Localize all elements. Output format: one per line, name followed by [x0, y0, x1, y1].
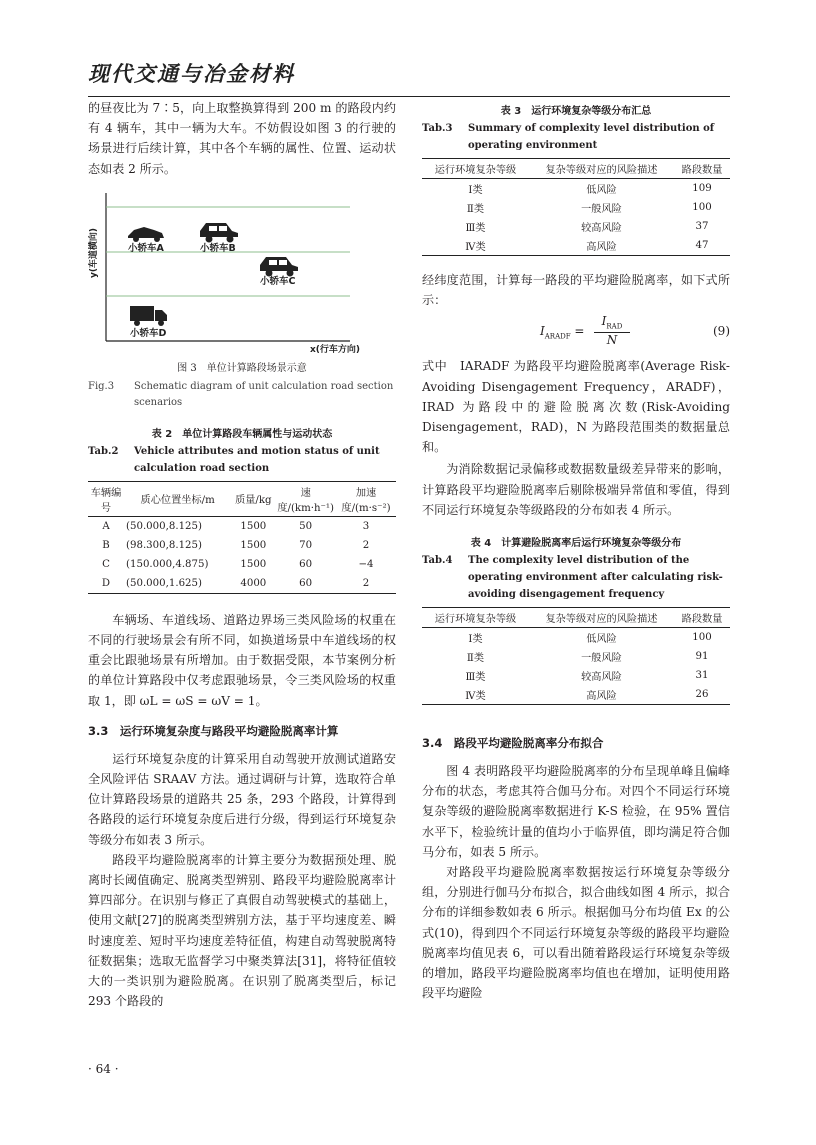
table-cell: 100 [692, 632, 712, 644]
section-3-3-heading: 3.3 运行环境复杂度与路段平均避险脱离率计算 [88, 723, 339, 738]
x-axis-label: x(行车方向) [310, 344, 361, 353]
table-row [422, 628, 730, 648]
table-cell: 37 [695, 221, 709, 232]
table-row [88, 536, 396, 555]
figure-3 [88, 193, 396, 353]
table-cell: (98.300,8.125) [126, 539, 202, 551]
table2-header-mass: 质量/kg [231, 481, 275, 516]
table-cell: 3 [362, 520, 370, 532]
left-paragraph-1: 的昼夜比为 7∶5，向上取整换算得到 200 m 的路段内约有 4 辆车，其中一辆为大车。不妨假设如图 3 的行驶的场景进行后续计算，其中各个车辆的属性、位置、运动状态如表 2 所示。 [88, 101, 396, 176]
table-cell: Ⅱ类 [466, 653, 485, 665]
table-cell: Ⅳ类 [422, 685, 529, 705]
table-cell: 1500 [240, 520, 267, 532]
equation-fraction: $I_{RAD}$ N [594, 314, 630, 346]
table2-header-id: 车辆编号 [88, 481, 124, 516]
table-cell: D [88, 574, 124, 594]
table-cell: 2 [336, 574, 396, 594]
table-cell: Ⅱ类 [466, 204, 485, 215]
table-cell: 1500 [240, 558, 267, 570]
table-cell: 一般风险 [581, 653, 622, 665]
table4-header-risk: 复杂等级对应的风险描述 [529, 608, 674, 628]
table3-title-cn: 表 3 运行环境复杂等级分布汇总 [500, 106, 652, 117]
table-cell: 60 [299, 558, 313, 570]
table-cell: 60 [275, 574, 336, 594]
truck-d-icon [130, 306, 167, 326]
table-4 [422, 607, 730, 705]
table2-title-en-text: Vehicle attributes and motion status of unit calculation road section [134, 445, 380, 474]
table-cell: (150.000,4.875) [126, 558, 209, 570]
table-cell: 较高风险 [581, 672, 622, 684]
right-paragraph-4: 图 4 表明路段平均避险脱离率的分布呈现单峰且偏峰分布的状态，考虑其符合伽马分布。对四个不同运行环境复杂等级的避险脱离率数据进行 K-S 检验，在 95% 置信水平下，检验统计量的值均小于临界值，即均满足符合伽马分布，如表 5 所示。 [422, 764, 730, 859]
car-c-icon [260, 257, 298, 277]
table-2 [88, 481, 396, 594]
table-row [422, 685, 730, 705]
table-cell: 100 [692, 202, 712, 213]
table-cell: C [102, 558, 110, 570]
table-cell: (50.000,8.125) [126, 520, 202, 532]
car-c-label: 小轿车C [260, 275, 296, 287]
table4-header-level: 运行环境复杂等级 [422, 608, 529, 628]
table-row [422, 236, 730, 256]
table-cell: 低风险 [586, 185, 617, 196]
right-paragraph-5: 对路段平均避险脱离率数据按运行环境复杂等级分组，分别进行伽马分布拟合，拟合曲线如图 4 所示，拟合分布的详细参数如表 6 所示。根据伽马分布均值 Ex 的公式(10)，得到四个不同运行环境复杂等级的路段平均避险脱离率均值见表 6，可以看出随着路段运行环境复杂等级的增加，路段平均避险脱离率均值也在增加，证明使用路段平均避险 [422, 865, 730, 1001]
table4-label-en: Tab.4 [422, 555, 453, 567]
table-row [422, 179, 730, 199]
table3-header-level: 运行环境复杂等级 [422, 159, 529, 179]
table-cell: 50 [299, 520, 313, 532]
figure-caption-en [88, 379, 396, 411]
table-cell: Ⅳ类 [422, 236, 529, 256]
table-cell: 低风险 [586, 634, 617, 646]
table4-title-cn: 表 4 计算避险脱离率后运行环境复杂等级分布 [470, 538, 682, 550]
figure-caption-cn: 图 3 单位计算路段场景示意 [177, 362, 307, 374]
table-row [422, 198, 730, 217]
table-cell: 26 [674, 685, 730, 705]
header-divider [88, 96, 730, 97]
table-cell: Ⅰ类 [468, 634, 483, 646]
right-column [422, 98, 730, 1003]
table-cell: Ⅲ类 [465, 223, 486, 234]
table-cell: 4000 [231, 574, 275, 594]
table-cell: 高风险 [529, 685, 674, 705]
table-3 [422, 158, 730, 256]
table-cell: 91 [695, 651, 709, 663]
table-cell: 70 [299, 539, 313, 551]
table3-title-en [422, 120, 730, 154]
figure-caption-en-label: Fig.3 [88, 380, 115, 392]
table-row [88, 555, 396, 574]
figure-caption-en-text: Schematic diagram of unit calculation road section scenarios [134, 380, 394, 408]
car-a-label: 小轿车A [128, 242, 164, 254]
table2-header-accel: 加速度/(m·s⁻²) [336, 481, 396, 516]
table-cell: (50.000,1.625) [124, 574, 231, 594]
equation-lhs: $I_{ARADF}$ = [540, 324, 585, 341]
table-row [422, 647, 730, 666]
left-paragraph-4: 路段平均避险脱离率的计算主要分为数据预处理、脱离时长阈值确定、脱离类型辨别、路段平均避险脱离率计算四部分。在识别与修正了真假自动驾驶模式的基础上，使用文献[27]的脱离类型辨别方法，基于平均速度差、瞬时速度差、短时平均速度差特征值，构建自动驾驶脱离特征数据集；选取无监督学习中聚类算法[31]，将特征值较大的一类识别为避险脱离。在识别了脱离类型后，标记 293 个路段的 [88, 852, 396, 1009]
car-b-icon [200, 223, 238, 243]
left-column [88, 98, 396, 1011]
table-cell: 1500 [240, 539, 267, 551]
car-a-icon [128, 227, 164, 242]
car-b-label: 小轿车B [200, 242, 236, 254]
table-cell: 高风险 [529, 236, 674, 256]
section-3-4-heading: 3.4 路段平均避险脱离率分布拟合 [422, 736, 604, 751]
table2-header-speed: 速度/(km·h⁻¹) [275, 481, 336, 516]
left-paragraph-2: 车辆场、车道线场、道路边界场三类风险场的权重在不同的行驶场景会有所不同，如换道场景中车道线场的权重会比跟驰场景有所增加。由于数据受限，本节案例分析的单位计算路段中仅考虑跟驰场景，令三类风险场的权重取 1，即 ωL = ωS = ωV = 1。 [88, 612, 396, 708]
table3-header-count: 路段数量 [674, 159, 730, 179]
journal-logo: 现代交通与冶金材料 [88, 62, 295, 86]
table3-title-en-text: Summary of complexity level distribution of operating environment [468, 123, 715, 151]
table-row [422, 666, 730, 685]
table2-title-en [88, 443, 396, 477]
table3-label-en: Tab.3 [422, 123, 453, 134]
right-paragraph-3: 为消除数据记录偏移或数据数量级差异带来的影响，计算路段平均避险脱离率后剔除极端异常值和零值，得到不同运行环境复杂等级路段的分布如表 4 所示。 [422, 462, 730, 517]
table-cell: −4 [358, 558, 374, 570]
table-row [422, 217, 730, 236]
equation-number: (9) [713, 324, 730, 339]
left-paragraph-3: 运行环境复杂度的计算采用自动驾驶开放测试道路安全风险评估 SRAAV 方法。通过调研与计算，选取符合单位计算路段场景的道路共 25 条，293 个路段，计算得到各路段的运行环境复杂度后进行分级，得到运行环境复杂等级分布如表 3 所示。 [88, 751, 396, 847]
table4-header-count: 路段数量 [674, 608, 730, 628]
car-d-label: 小轿车D [130, 327, 167, 339]
table-cell: 109 [692, 183, 712, 194]
table-cell: Ⅲ类 [465, 672, 486, 684]
road-scene-diagram [88, 193, 396, 353]
table-cell: Ⅰ类 [468, 185, 483, 196]
table-row [88, 516, 396, 536]
table4-title-en [422, 552, 730, 603]
table-cell: 2 [362, 539, 370, 551]
table-cell: 31 [695, 670, 709, 682]
table4-title-en-text: The complexity level distribution of the operating environment after calculating risk-avoiding disengagement frequency [468, 555, 723, 601]
page-number: · 64 · [88, 1062, 119, 1076]
table2-header-position: 质心位置坐标/m [124, 481, 231, 516]
right-paragraph-1: 经纬度范围，计算每一路段的平均避险脱离率，如下式所示： [422, 273, 730, 308]
table2-title-cn: 表 2 单位计算路段车辆属性与运动状态 [151, 428, 333, 440]
right-paragraph-2: 式中 IARADF 为路段平均避险脱离率(Average Risk-Avoiding Disengagement Frequency，ARADF)，IRAD 为路段中的避险脱离次数(Risk-Avoiding Disengagement，RAD)，N 为路段范围类的数据量总和。 [422, 359, 730, 455]
y-axis-label: y(车道横向) [89, 227, 99, 278]
table3-header-risk: 复杂等级对应的风险描述 [529, 159, 674, 179]
table-cell: 较高风险 [581, 223, 622, 234]
table-row [88, 574, 396, 594]
table-cell: 一般风险 [581, 204, 622, 215]
table-cell: 47 [674, 236, 730, 256]
table2-label-en: Tab.2 [88, 445, 119, 457]
equation-9 [422, 314, 730, 354]
table-cell: A [102, 520, 110, 532]
table-cell: B [102, 539, 110, 551]
